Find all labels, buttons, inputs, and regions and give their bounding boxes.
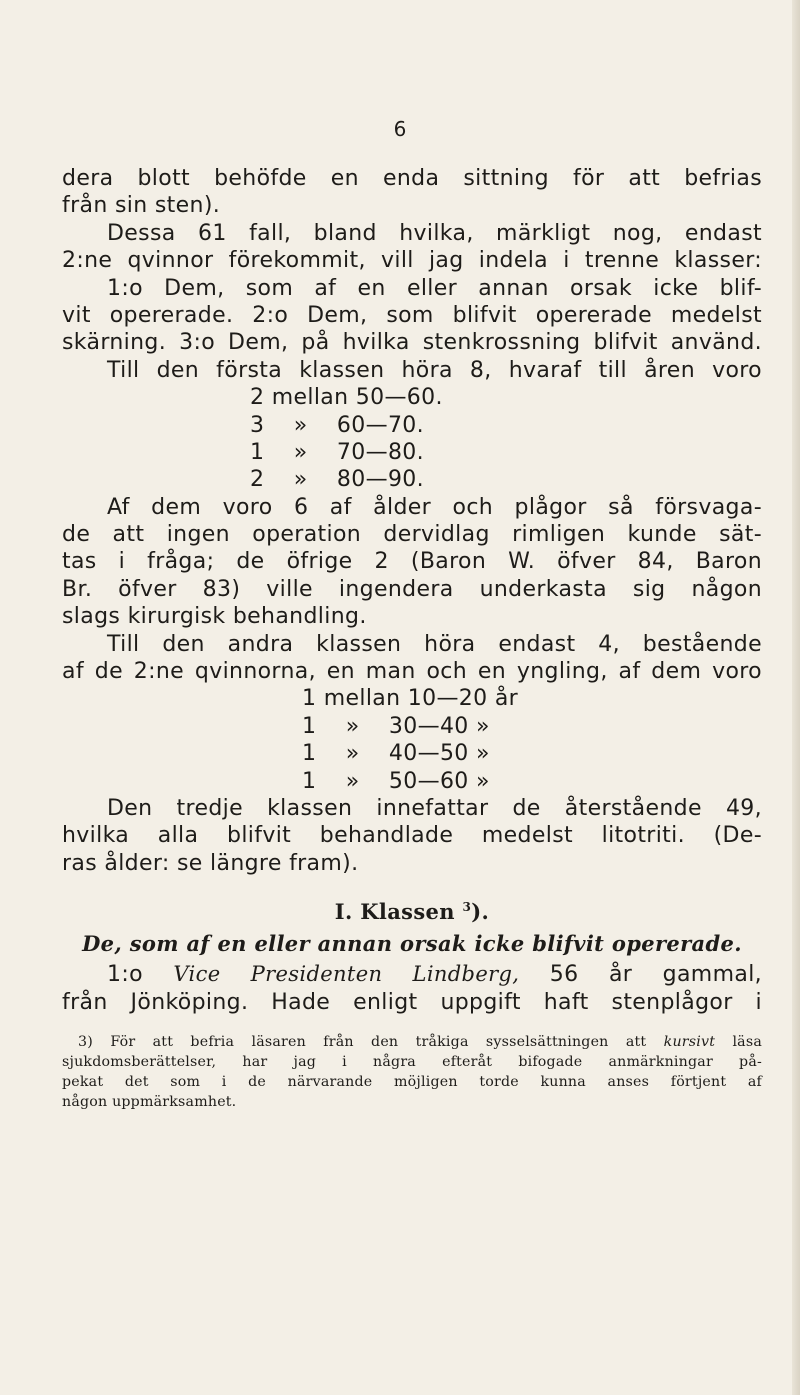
text-line: Dessa 61 fall, bland hvilka, märkligt nog, endast — [107, 220, 762, 246]
text-line: från Jönköping. Hade enligt uppgift haft stenplågor i — [62, 989, 762, 1015]
text-line: Br. öfver 83) ville ingendera underkasta sig någon — [62, 576, 762, 602]
age-table-row: 3 » 60—70. — [250, 412, 424, 438]
text-line: från sin sten). — [62, 193, 221, 219]
patient-name: Vice Presidenten Lindberg, — [173, 962, 520, 987]
text-line: dera blott behöfde en enda sittning för att befrias — [62, 166, 762, 191]
text-line: tas i fråga; de öfrige 2 (Baron W. öfver 84, Baron — [62, 549, 762, 575]
footnote-text: läsa — [732, 1034, 762, 1050]
footnote — [62, 1032, 762, 1112]
case-number: 1:o — [107, 962, 143, 988]
text-line: 1:o Dem, som af en eller annan orsak icke blif- — [107, 275, 762, 301]
section-heading-title: I. Klassen — [334, 899, 455, 925]
age-table-row: 2 mellan 50—60. — [250, 385, 443, 411]
footnote-line — [62, 1032, 762, 1052]
footnote-line: pekat det som i de närvarande möjligen torde kunna anses förtjent af — [62, 1074, 762, 1090]
text-line: Af dem voro 6 af ålder och plågor så försvaga- — [107, 494, 762, 520]
text-line: Till den första klassen höra 8, hvaraf till åren voro — [107, 357, 762, 383]
text-line: af de 2:ne qvinnorna, en man och en yngling, af dem voro — [62, 659, 762, 685]
text-line: slags kirurgisk behandling. — [62, 604, 367, 630]
text-line: skärning. 3:o Dem, på hvilka stenkrossning blifvit använd. — [62, 330, 762, 356]
case-entry-line — [62, 961, 762, 988]
case-entry-rest: 56 år gammal, — [549, 962, 762, 988]
footnote-line: sjukdomsberättelser, har jag i några efteråt bifogade anmärkningar på- — [62, 1054, 762, 1070]
text-line: Till den andra klassen höra endast 4, bestående — [107, 631, 762, 657]
section-subheading: De, som af en eller annan orsak icke blifvit opererade. — [82, 931, 742, 957]
text-line: ras ålder: se längre fram). — [62, 850, 359, 876]
age-table-row: 1 mellan 10—20 år — [302, 686, 519, 712]
age-table-row: 2 » 80—90. — [250, 467, 424, 493]
footnote-line: någon uppmärksamhet. — [62, 1094, 237, 1110]
footnote-marker: 3) — [78, 1034, 93, 1050]
age-table-row: 1 » 30—40 » — [302, 713, 490, 739]
text-line: 2:ne qvinnor förekommit, vill jag indela i trenne klasser: — [62, 248, 762, 274]
text-line: Den tredje klassen innefattar de återstående 49, — [107, 795, 762, 821]
age-table-row: 1 » 50—60 » — [302, 768, 490, 794]
footnote-italic-word: kursivt — [663, 1034, 716, 1050]
page-edge-shadow — [792, 0, 800, 1395]
section-heading-tail: ). — [471, 899, 490, 925]
age-table-row: 1 » 70—80. — [250, 439, 424, 465]
age-table-row: 1 » 40—50 » — [302, 741, 490, 767]
page-number: 6 — [393, 117, 407, 141]
footnote-reference: 3 — [462, 900, 472, 915]
text-line: de att ingen operation dervidlag rimligen kunde sät- — [62, 522, 762, 548]
section-heading — [62, 897, 762, 927]
body-text — [62, 165, 762, 1016]
text-line: vit opererade. 2:o Dem, som blifvit opererade medelst — [62, 302, 762, 328]
footnote-text: För att befria läsaren från den tråkiga sysselsättningen att — [110, 1034, 647, 1050]
section-gap — [62, 877, 762, 897]
text-line: hvilka alla blifvit behandlade medelst litotriti. (De- — [62, 823, 762, 849]
